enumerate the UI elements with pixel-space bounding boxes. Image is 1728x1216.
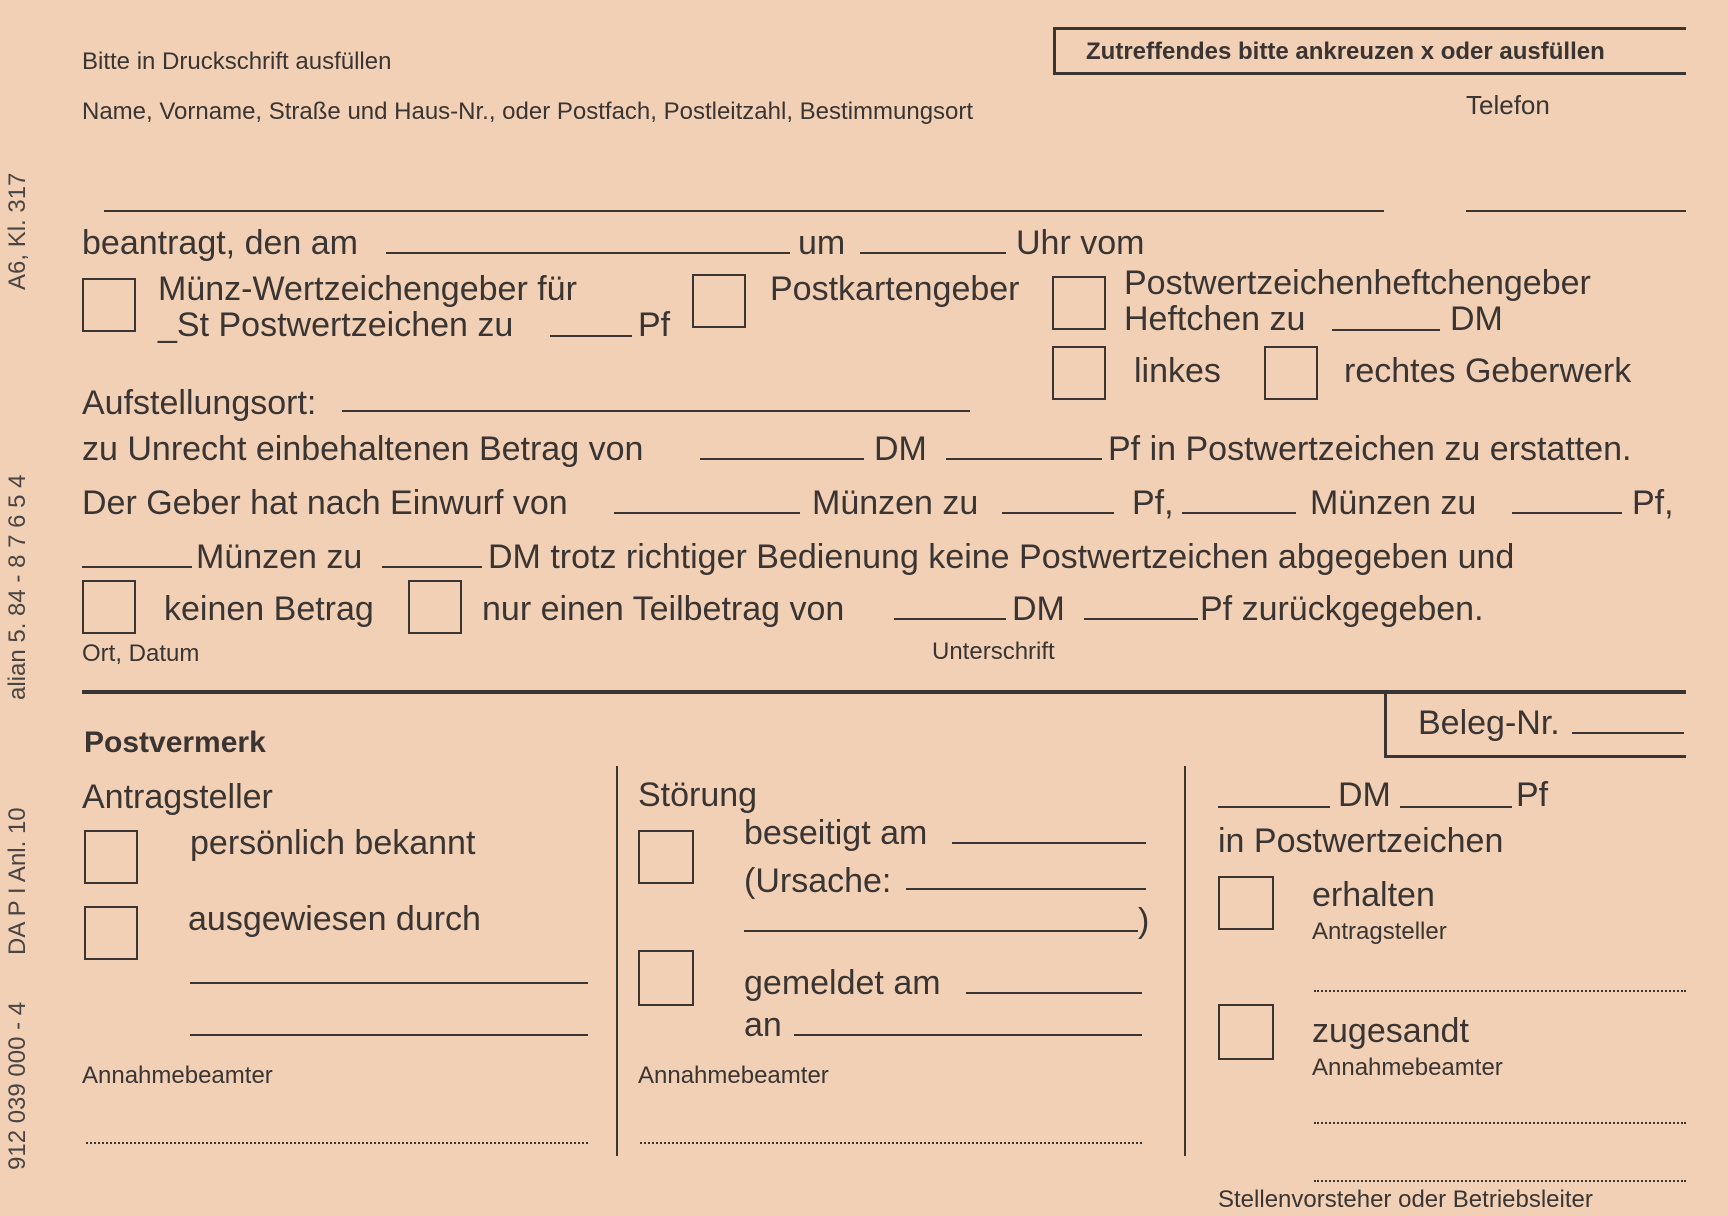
applied-date-label: beantragt, den am bbox=[82, 224, 358, 262]
margin-dap: DA P I Anl. 10 bbox=[4, 807, 31, 955]
received-label: erhalten bbox=[1312, 876, 1435, 914]
left-unit-checkbox[interactable] bbox=[1052, 346, 1106, 400]
coins-value-2-field[interactable] bbox=[1512, 512, 1622, 514]
partial-dm-unit: DM bbox=[1012, 590, 1065, 628]
id-document-field-2[interactable] bbox=[190, 1034, 588, 1036]
coins-pf-1: Pf, bbox=[1132, 484, 1174, 522]
coins-at-1: Münzen zu bbox=[812, 484, 979, 522]
sent-checkbox[interactable] bbox=[1218, 1004, 1274, 1060]
coins-count-1-field[interactable] bbox=[614, 512, 800, 514]
received-pf-unit: Pf bbox=[1516, 776, 1549, 814]
right-unit-label: rechtes Geberwerk bbox=[1344, 352, 1632, 390]
coins-pf-2: Pf, bbox=[1632, 484, 1674, 522]
applicant-signature-field[interactable] bbox=[1314, 990, 1686, 992]
received-checkbox[interactable] bbox=[1218, 876, 1274, 930]
reported-to-field[interactable] bbox=[794, 1034, 1142, 1036]
fixed-checkbox[interactable] bbox=[638, 830, 694, 884]
coin-dispenser-checkbox[interactable] bbox=[82, 278, 136, 332]
received-dm-unit: DM bbox=[1338, 776, 1391, 814]
reported-date-field[interactable] bbox=[966, 992, 1142, 994]
refund-label: zu Unrecht einbehaltenen Betrag von bbox=[82, 430, 644, 468]
location-label: Aufstellungsort: bbox=[82, 384, 317, 422]
time-field[interactable] bbox=[860, 252, 1006, 254]
coins-value-1-field[interactable] bbox=[1002, 512, 1114, 514]
time-label: um bbox=[798, 224, 846, 262]
applied-date-field[interactable] bbox=[386, 252, 790, 254]
fixed-date-field[interactable] bbox=[952, 842, 1146, 844]
personally-known-checkbox[interactable] bbox=[84, 830, 138, 884]
coins-at-2: Münzen zu bbox=[1310, 484, 1477, 522]
col1-officer-signature-field[interactable] bbox=[86, 1142, 588, 1144]
column-separator-2 bbox=[1184, 766, 1186, 1156]
id-document-field-1[interactable] bbox=[190, 982, 588, 984]
voucher-label: Beleg-Nr. bbox=[1418, 704, 1560, 742]
identified-checkbox[interactable] bbox=[84, 906, 138, 960]
coins-count-2-field[interactable] bbox=[1182, 512, 1296, 514]
partial-amount-label: nur einen Teilbetrag von bbox=[482, 590, 845, 628]
coins-count-3-field[interactable] bbox=[82, 566, 192, 568]
address-label: Name, Vorname, Straße und Haus-Nr., oder Postfach, Postleitzahl, Bestimmungsort bbox=[82, 98, 974, 125]
cause-label: (Ursache: bbox=[744, 862, 892, 900]
booklet-dispenser-booklets: Heftchen zu bbox=[1124, 300, 1306, 338]
applicant-title: Antragsteller bbox=[82, 778, 273, 816]
phone-label: Telefon bbox=[1466, 90, 1550, 120]
received-applicant-label: Antragsteller bbox=[1312, 918, 1447, 945]
margin-size-class: A6, Kl. 317 bbox=[4, 172, 31, 290]
fixed-label: beseitigt am bbox=[744, 814, 928, 852]
col1-officer-label: Annahmebeamter bbox=[82, 1062, 273, 1089]
col2-officer-label: Annahmebeamter bbox=[638, 1062, 829, 1089]
coin-dispenser-unit: Pf bbox=[638, 306, 671, 344]
col3-officer-signature-field[interactable] bbox=[1314, 1122, 1686, 1124]
print-note: Bitte in Druckschrift ausfüllen bbox=[82, 48, 392, 75]
instructions-text: Zutreffendes bitte ankreuzen x oder ausfüllen bbox=[1086, 38, 1605, 65]
coins-label: Der Geber hat nach Einwurf von bbox=[82, 484, 568, 522]
column-separator-1 bbox=[616, 766, 618, 1156]
booklet-unit: DM bbox=[1450, 300, 1503, 338]
sent-label: zugesandt bbox=[1312, 1012, 1469, 1050]
signature-label: Unterschrift bbox=[932, 638, 1055, 665]
place-date-label: Ort, Datum bbox=[82, 640, 200, 667]
head-label: Stellenvorsteher oder Betriebsleiter bbox=[1218, 1186, 1593, 1213]
reported-label: gemeldet am bbox=[744, 964, 941, 1002]
no-amount-label: keinen Betrag bbox=[164, 590, 374, 628]
partial-pf-field[interactable] bbox=[1084, 618, 1198, 620]
malfunction-title: Störung bbox=[638, 776, 758, 814]
time-suffix: Uhr vom bbox=[1016, 224, 1145, 262]
address-line[interactable] bbox=[104, 210, 1384, 212]
reported-to-label: an bbox=[744, 1006, 782, 1044]
reported-checkbox[interactable] bbox=[638, 950, 694, 1006]
refund-pf-text: Pf in Postwertzeichen zu erstatten. bbox=[1108, 430, 1632, 468]
partial-dm-field[interactable] bbox=[894, 618, 1006, 620]
booklet-value-field[interactable] bbox=[1332, 329, 1440, 331]
margin-form-code: 912 039 000 - 4 bbox=[4, 1001, 31, 1170]
post-section-title: Postvermerk bbox=[84, 726, 266, 759]
booklet-dispenser-label: Postwertzeichenheftchengeber bbox=[1124, 264, 1591, 302]
left-unit-label: linkes bbox=[1134, 352, 1221, 390]
cause-field-2[interactable] bbox=[744, 930, 1138, 932]
head-signature-field[interactable] bbox=[1314, 1180, 1686, 1182]
cause-close-paren: ) bbox=[1138, 902, 1150, 940]
partial-pf-text: Pf zurückgegeben. bbox=[1200, 590, 1484, 628]
coins-value-3-field[interactable] bbox=[382, 566, 482, 568]
phone-line[interactable] bbox=[1466, 210, 1686, 212]
identified-label: ausgewiesen durch bbox=[188, 900, 481, 938]
coin-dispenser-label: Münz-Wertzeichengeber für bbox=[158, 270, 577, 308]
received-dm-field[interactable] bbox=[1218, 806, 1330, 808]
coin-dispenser-pieces: _St Postwertzeichen zu bbox=[158, 306, 514, 344]
margin-print-info: alian 5. 84 - 8 7 6 5 4 bbox=[4, 474, 31, 700]
malfunction-statement: DM trotz richtiger Bedienung keine Postwertzeichen abgegeben und bbox=[488, 538, 1515, 576]
voucher-number-field[interactable] bbox=[1572, 732, 1684, 734]
col2-officer-signature-field[interactable] bbox=[640, 1142, 1142, 1144]
refund-pf-field[interactable] bbox=[946, 458, 1102, 460]
coin-dispenser-value-field[interactable] bbox=[550, 335, 632, 337]
location-field[interactable] bbox=[342, 410, 970, 412]
partial-amount-checkbox[interactable] bbox=[408, 580, 462, 634]
right-unit-checkbox[interactable] bbox=[1264, 346, 1318, 400]
booklet-dispenser-checkbox[interactable] bbox=[1052, 276, 1106, 330]
cause-field-1[interactable] bbox=[906, 888, 1146, 890]
coins-at-3: Münzen zu bbox=[196, 538, 363, 576]
postcard-dispenser-label: Postkartengeber bbox=[770, 270, 1020, 308]
refund-dm-unit: DM bbox=[874, 430, 927, 468]
postcard-dispenser-checkbox[interactable] bbox=[692, 274, 746, 328]
refund-dm-field[interactable] bbox=[700, 458, 864, 460]
col3-officer-label: Annahmebeamter bbox=[1312, 1054, 1503, 1081]
personally-known-label: persönlich bekannt bbox=[190, 824, 476, 862]
no-amount-checkbox[interactable] bbox=[82, 580, 136, 634]
received-pf-field[interactable] bbox=[1400, 806, 1512, 808]
stamps-label: in Postwertzeichen bbox=[1218, 822, 1504, 860]
